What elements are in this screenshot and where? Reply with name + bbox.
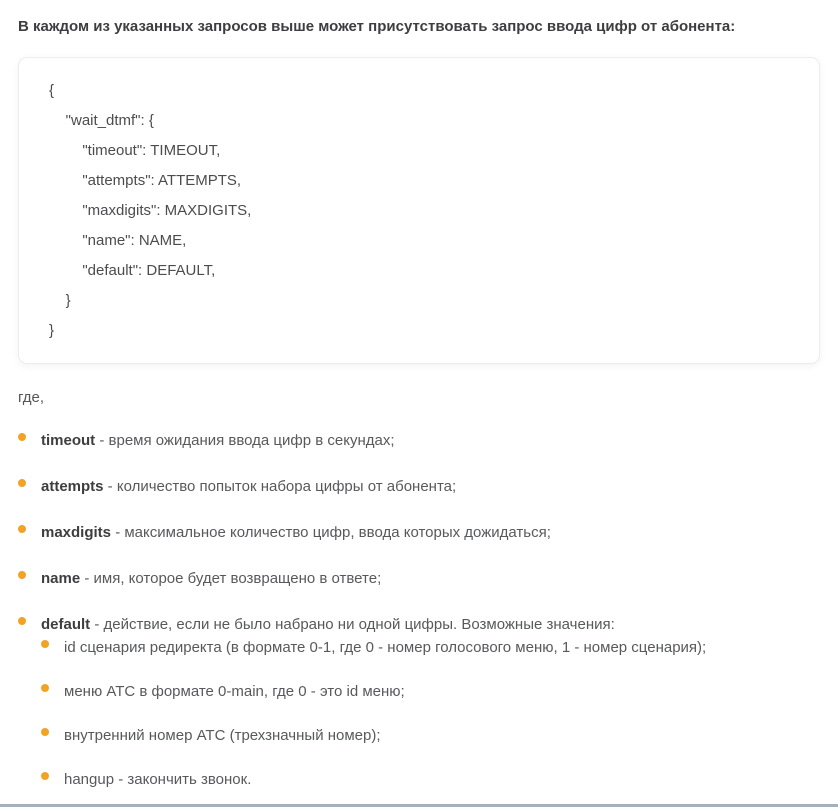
list-intro: где, (18, 389, 45, 406)
circle-bullet-icon (41, 640, 49, 648)
parameter-list (18, 431, 820, 789)
list-item-timeout (18, 431, 820, 450)
sublist-item-hangup (41, 770, 820, 789)
code-line: "maxdigits": MAXDIGITS, (49, 202, 252, 219)
term-description: - максимальное количество цифр, ввода которых дожидаться; (111, 524, 551, 541)
code-line: "wait_dtmf": { (49, 112, 154, 129)
code-line: } (49, 322, 55, 339)
term-label: timeout (41, 432, 96, 449)
sublist-item-scenario-id (41, 638, 820, 657)
sublist-item-text: внутренний номер АТС (трехзначный номер); (64, 727, 381, 744)
term-description: - время ожидания ввода цифр в секундах; (95, 432, 395, 449)
list-item-name (18, 569, 820, 588)
circle-bullet-icon (41, 772, 49, 780)
code-block (18, 57, 820, 364)
sublist-item-internal-number (41, 726, 820, 745)
term-description: - имя, которое будет возвращено в ответе; (80, 570, 382, 587)
code-line: "attempts": ATTEMPTS, (49, 172, 242, 189)
term-label: maxdigits (41, 524, 112, 541)
circle-bullet-icon (18, 571, 26, 579)
circle-bullet-icon (18, 479, 26, 487)
sublist-item-text: id сценария редиректа (в формате 0-1, где 0 - номер голосового меню, 1 - номер сценария); (64, 639, 707, 656)
circle-bullet-icon (18, 525, 26, 533)
sublist-item-pbx-menu (41, 682, 820, 701)
term-description: - количество попыток набора цифры от абонента; (103, 478, 457, 495)
sublist-item-text: меню АТС в формате 0-main, где 0 - это id меню; (64, 683, 405, 700)
term-label: attempts (41, 478, 104, 495)
list-item-maxdigits (18, 523, 820, 542)
list-item-attempts (18, 477, 820, 496)
code-line: "default": DEFAULT, (49, 262, 216, 279)
term-description: - действие, если не было набрано ни одной цифры. Возможные значения: (90, 616, 615, 633)
circle-bullet-icon (41, 684, 49, 692)
code-line: "name": NAME, (49, 232, 187, 249)
term-label: name (41, 570, 81, 587)
circle-bullet-icon (18, 617, 26, 625)
documentation-page (0, 17, 838, 789)
page-title: В каждом из указанных запросов выше может присутствовать запрос ввода цифр от абонента: (18, 18, 736, 35)
code-line: "timeout": TIMEOUT, (49, 142, 221, 159)
code-line: } (49, 292, 71, 309)
circle-bullet-icon (41, 728, 49, 736)
circle-bullet-icon (18, 433, 26, 441)
term-label: default (41, 616, 91, 633)
code-line: { (49, 82, 55, 99)
list-item-default (18, 615, 820, 789)
sublist-item-text: hangup - закончить звонок. (64, 771, 252, 788)
